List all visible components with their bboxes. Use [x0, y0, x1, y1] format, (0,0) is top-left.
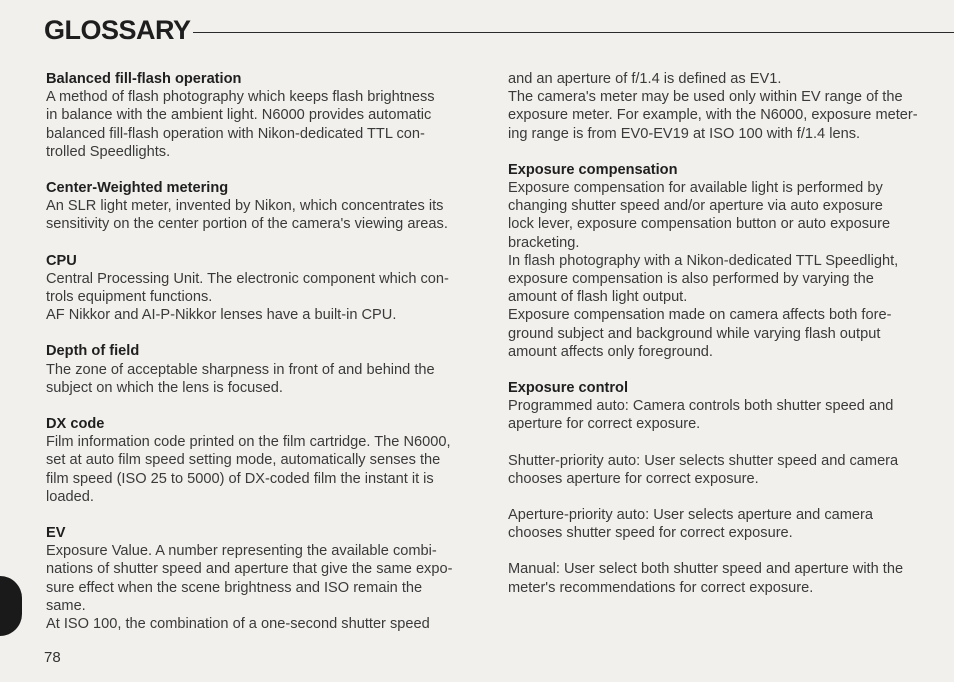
glossary-definition: AF Nikkor and AI-P-Nikkor lenses have a built-in CPU. [46, 307, 397, 324]
header-rule [184, 32, 954, 33]
glossary-entry-depth-of-field [46, 342, 486, 397]
glossary-definition: Programmed auto: Camera controls both shutter speed and aperture for correct exposure. [508, 398, 894, 433]
page-number: 78 [44, 649, 61, 666]
glossary-definition: In flash photography with a Nikon-dedicated TTL Speedlight, exposure compensation is also performed by varying the amount of flash light output. [508, 252, 899, 306]
glossary-definition: Central Processing Unit. The electronic component which con- trols equipment functions. [46, 270, 449, 306]
glossary-term: Exposure control [508, 380, 629, 397]
glossary-definition: An SLR light meter, invented by Nikon, which concentrates its sensitivity on the center portion of the camera's viewing areas. [46, 198, 448, 233]
glossary-term: Center-Weighted metering [46, 180, 229, 197]
exposure-mode-manual: Manual: User select both shutter speed and aperture with the meter's recommendations for correct exposure. [508, 561, 904, 596]
glossary-entry-ev [46, 524, 486, 633]
glossary-definition: The camera's meter may be used only within EV range of the exposure meter. For example, with the N6000, exposure meter- ing range is from EV0-EV19 at ISO 100 with f/1.4 lens. [508, 89, 918, 142]
exposure-mode-shutter-priority: Shutter-priority auto: User selects shutter speed and camera chooses aperture for correct exposure. [508, 452, 899, 487]
glossary-term: Exposure compensation [508, 161, 678, 178]
glossary-entry-exposure-control [508, 379, 948, 434]
glossary-definition: and an aperture of f/1.4 is defined as EV1. [508, 71, 782, 87]
left-column [46, 70, 486, 633]
glossary-entry-dx-code [46, 415, 486, 506]
glossary-definition: Exposure compensation made on camera affects both fore- ground subject and background while varying flash output amount affects only foreground. [508, 307, 892, 360]
glossary-definition: Film information code printed on the film cartridge. The N6000, set at auto film speed setting mode, automatically senses the film speed (ISO 25 to 5000) of DX-coded film the instant it is loaded. [46, 434, 451, 505]
glossary-term: Depth of field [46, 343, 140, 360]
section-thumb-tab [0, 576, 22, 636]
glossary-definition: The zone of acceptable sharpness in front of and behind the subject on which the lens is focused. [46, 361, 435, 396]
glossary-term: DX code [46, 416, 105, 433]
glossary-definition: Exposure Value. A number representing the available combi- nations of shutter speed and aperture that give the same expo- sure effect when the scene brightness and ISO remain the same. [46, 543, 453, 614]
glossary-term: Balanced fill-flash operation [46, 71, 242, 87]
glossary-entry-exposure-compensation [508, 161, 948, 361]
glossary-term: CPU [46, 252, 77, 269]
glossary-entry-balanced-fill-flash [46, 70, 486, 161]
glossary-entry-ev-continued [508, 70, 948, 143]
glossary-definition: A method of flash photography which keeps flash brightness in balance with the ambient light. N6000 provides automatic balanced fill-flash operation with Nikon-dedicated TTL con- trolled Speedlights. [46, 89, 435, 160]
glossary-entry-cpu [46, 252, 486, 325]
glossary-term: EV [46, 525, 66, 542]
glossary-entry-center-weighted [46, 179, 486, 234]
page-title: GLOSSARY [44, 15, 191, 45]
exposure-mode-aperture-priority: Aperture-priority auto: User selects aperture and camera chooses shutter speed for correct exposure. [508, 507, 874, 542]
page-header [44, 10, 954, 50]
glossary-definition: At ISO 100, the combination of a one-second shutter speed [46, 616, 430, 633]
glossary-definition: Exposure compensation for available light is performed by changing shutter speed and/or aperture via auto exposure lock lever, exposure compensation button or auto exposure bracketing. [508, 180, 891, 251]
right-column [508, 70, 948, 597]
